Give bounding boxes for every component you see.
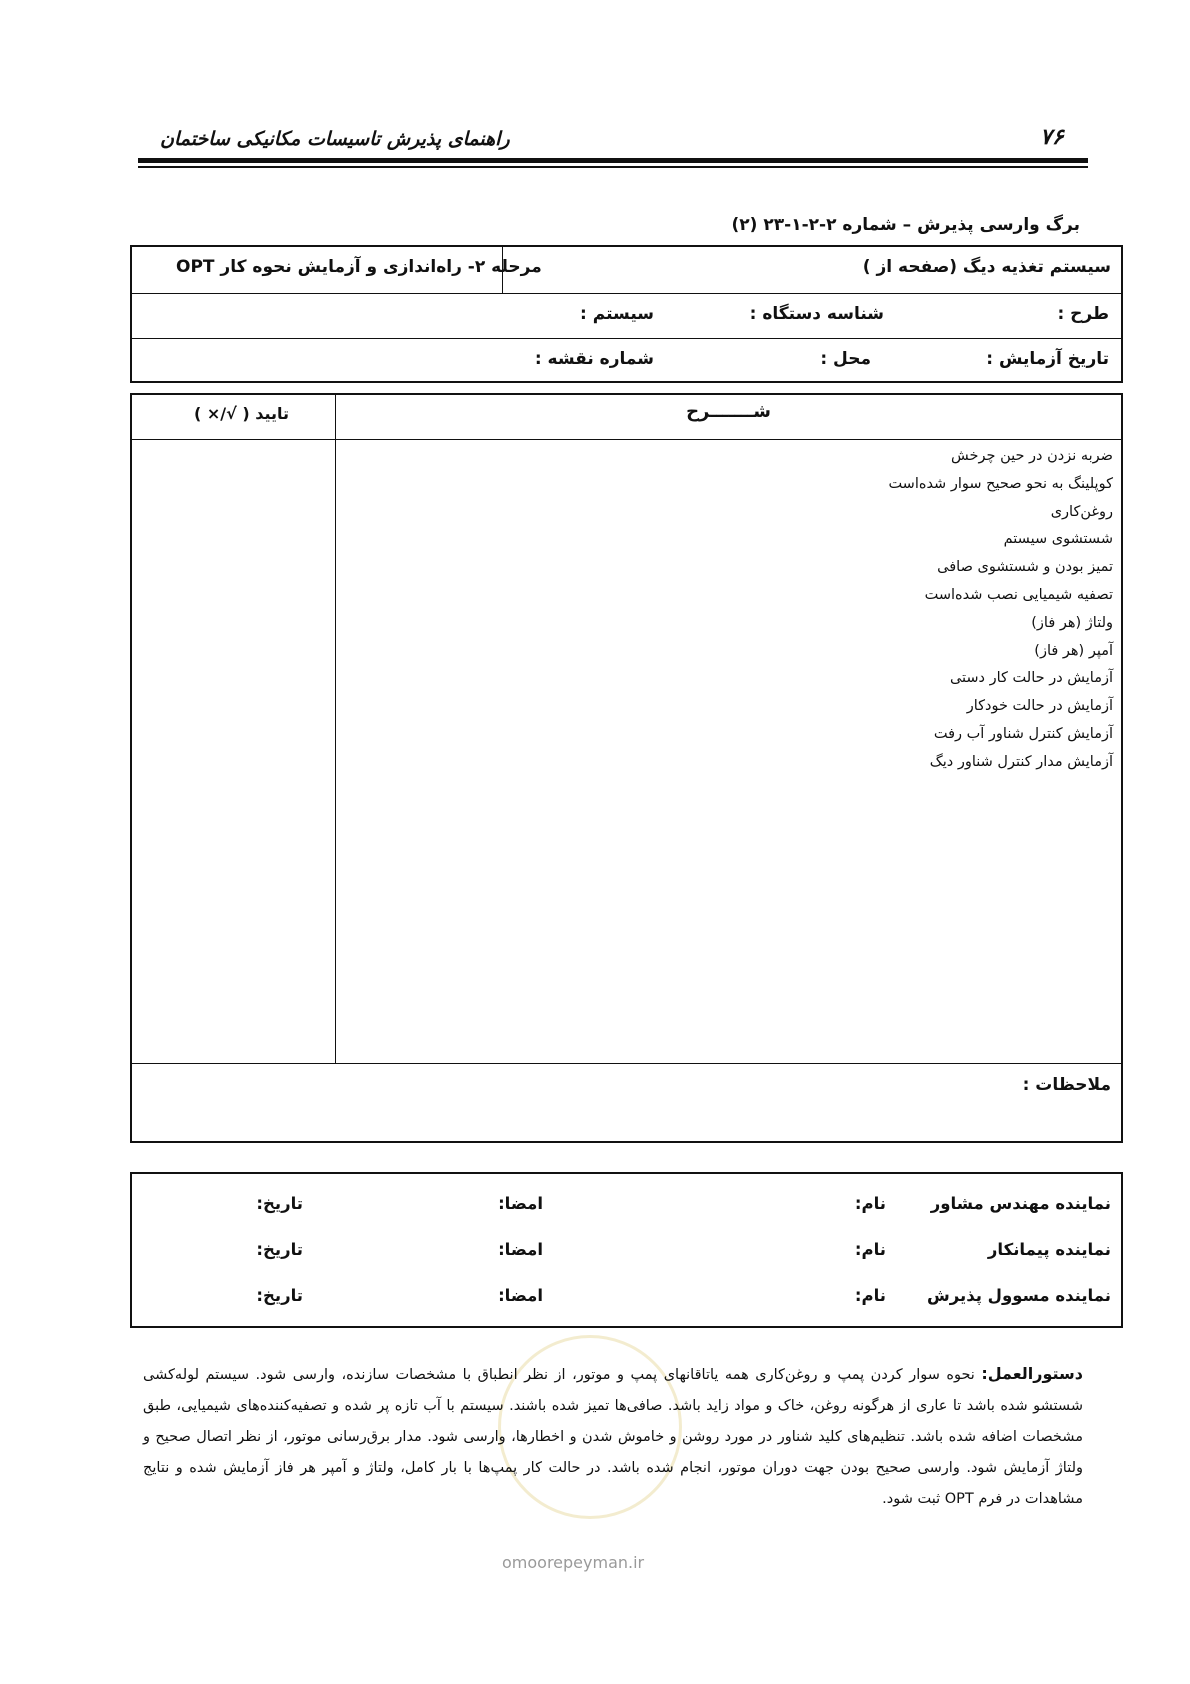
name-label: نام: bbox=[854, 1286, 886, 1305]
approval-header: تایید ( √/× ) bbox=[194, 404, 290, 423]
list-item: روغن‌کاری bbox=[1050, 503, 1113, 520]
description-header: شـــــــرح bbox=[686, 401, 771, 422]
checklist-table bbox=[130, 393, 1123, 1143]
project-label: طرح : bbox=[1057, 304, 1109, 324]
role-acceptance: نماینده مسوول پذیرش bbox=[926, 1286, 1111, 1305]
drawing-number-label: شماره نقشه : bbox=[534, 349, 654, 369]
watermark-site: omoorepeyman.ir bbox=[502, 1553, 645, 1572]
date-label: تاریخ: bbox=[256, 1286, 303, 1305]
list-item: آزمایش در حالت کار دستی bbox=[949, 670, 1113, 687]
info-row-divider bbox=[132, 338, 1121, 339]
instructions-label: دستورالعمل: bbox=[981, 1364, 1083, 1383]
name-label: نام: bbox=[854, 1240, 886, 1259]
list-item: ضربه نزدن در حین چرخش bbox=[951, 448, 1113, 464]
list-item: آزمایش کنترل شناور آب رفت bbox=[933, 725, 1113, 742]
list-item: ولتاژ (هر فاز) bbox=[1031, 614, 1113, 631]
name-label: نام: bbox=[854, 1194, 886, 1213]
remarks-divider bbox=[132, 1063, 1121, 1064]
page-number: ۷۶ bbox=[1040, 124, 1064, 150]
list-item: شستشوی سیستم bbox=[1003, 531, 1113, 548]
header-rule-thick bbox=[138, 158, 1088, 163]
info-row-divider bbox=[132, 293, 1121, 294]
header-rule-thin bbox=[138, 166, 1088, 168]
signature-table bbox=[130, 1172, 1123, 1328]
date-label: تاریخ: bbox=[256, 1194, 303, 1213]
list-item: تمیز بودن و شستشوی صافی bbox=[937, 559, 1113, 576]
role-contractor: نماینده پیمانکار bbox=[987, 1240, 1111, 1259]
system-title: سیستم تغذیه دیگ (صفحه از ) bbox=[862, 257, 1111, 277]
checklist-items bbox=[888, 443, 1113, 777]
info-table bbox=[130, 245, 1123, 383]
form-title: برگ وارسی پذیرش – شماره ۲-۲-۱-۲۳ (۲) bbox=[731, 215, 1080, 235]
list-item: کوپلینگ به نحو صحیح سوار شده‌است bbox=[888, 475, 1113, 492]
location-label: محل : bbox=[820, 349, 871, 369]
list-item: آزمایش مدار کنترل شناور دیگ bbox=[929, 753, 1113, 770]
instructions bbox=[143, 1358, 1083, 1515]
stage-title: مرحله ۲- راه‌اندازی و آزمایش نحوه کار OPT bbox=[176, 257, 542, 277]
date-label: تاریخ: bbox=[256, 1240, 303, 1259]
header-row-divider bbox=[132, 439, 1121, 440]
sign-label: امضا: bbox=[498, 1194, 543, 1213]
sign-label: امضا: bbox=[498, 1286, 543, 1305]
approval-column-divider bbox=[335, 395, 336, 1063]
role-consultant: نماینده مهندس مشاور bbox=[930, 1194, 1111, 1213]
system-label: سیستم : bbox=[580, 304, 654, 324]
list-item: آمپر (هر فاز) bbox=[1034, 642, 1113, 659]
device-id-label: شناسه دستگاه : bbox=[749, 304, 884, 324]
remarks-label: ملاحظات : bbox=[1022, 1075, 1111, 1095]
test-date-label: تاریخ آزمایش : bbox=[986, 349, 1109, 369]
book-title: راهنمای پذیرش تاسیسات مکانیکی ساختمان bbox=[160, 128, 510, 150]
list-item: آزمایش در حالت خودکار bbox=[966, 698, 1113, 715]
instructions-text: نحوه سوار کردن پمپ و روغن‌کاری همه یاتاقانهای پمپ و موتور، از نظر انطباق با مشخصات سازنده، وارسی شود. سیستم لوله‌کشی شستشو شده باشد تا عاری از هرگونه روغن، خاک و مواد زاید باشد. صافی‌ها تمیز شده باشند. سیستم با آب تازه پر شده و تصفیه‌کننده‌های شیمیایی، طبق مشخصات اضافه شده باشد. تنظیم‌های کلید شناور در مورد روشن و خاموش شدن و اخطارها، وارسی شود. مدار برق‌رسانی موتور، از نظر اتصال صحیح و ولتاژ آزمایش شود. وارسی صحیح بودن جهت دوران موتور، انجام شده باشد. در حالت کار پمپ‌ها با بار کامل، ولتاژ و آمپر هر فاز آزمایش شده و نتایج مشاهدات در فرم OPT ثبت شود. bbox=[143, 1367, 1083, 1507]
list-item: تصفیه شیمیایی نصب شده‌است bbox=[924, 586, 1113, 603]
sign-label: امضا: bbox=[498, 1240, 543, 1259]
